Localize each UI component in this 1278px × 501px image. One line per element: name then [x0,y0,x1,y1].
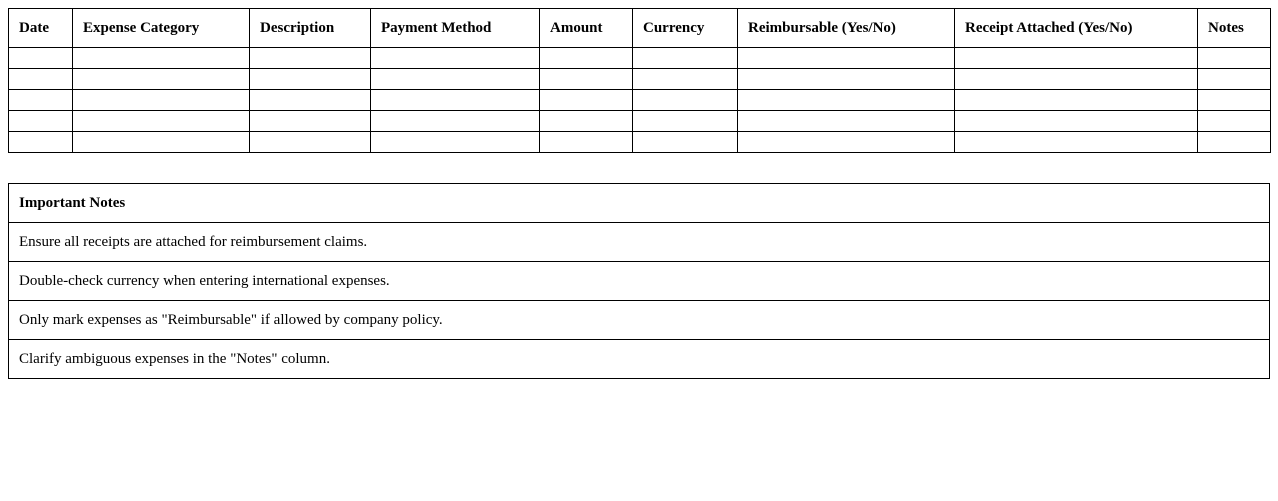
table-cell[interactable] [738,111,955,132]
expense-table [8,8,1271,153]
header-description: Description [250,9,371,48]
table-cell[interactable] [73,69,250,90]
table-cell[interactable] [540,132,633,153]
header-expense-category: Expense Category [73,9,250,48]
table-cell[interactable] [371,111,540,132]
table-cell[interactable] [371,90,540,111]
table-cell[interactable] [633,48,738,69]
table-cell[interactable] [371,132,540,153]
table-cell[interactable] [540,90,633,111]
table-cell[interactable] [1198,132,1271,153]
table-cell[interactable] [540,48,633,69]
header-currency: Currency [633,9,738,48]
expense-table-header-row [9,9,1271,48]
document-body [8,8,1270,379]
table-cell[interactable] [9,90,73,111]
table-cell[interactable] [250,111,371,132]
table-cell[interactable] [633,111,738,132]
table-cell[interactable] [250,90,371,111]
header-notes: Notes [1198,9,1271,48]
header-amount: Amount [540,9,633,48]
note-item: Only mark expenses as "Reimbursable" if allowed by company policy. [9,301,1270,340]
header-payment-method: Payment Method [371,9,540,48]
note-item: Double-check currency when entering international expenses. [9,262,1270,301]
table-row [9,69,1271,90]
table-cell[interactable] [955,48,1198,69]
table-cell[interactable] [955,69,1198,90]
header-date: Date [9,9,73,48]
header-reimbursable: Reimbursable (Yes/No) [738,9,955,48]
note-item: Ensure all receipts are attached for reimbursement claims. [9,223,1270,262]
note-item: Clarify ambiguous expenses in the "Notes" column. [9,340,1270,379]
table-cell[interactable] [955,90,1198,111]
table-cell[interactable] [540,69,633,90]
notes-title: Important Notes [9,184,1270,223]
important-notes-table [8,183,1270,379]
table-cell[interactable] [73,111,250,132]
table-row [9,48,1271,69]
note-row [9,262,1270,301]
notes-header-row [9,184,1270,223]
table-cell[interactable] [540,111,633,132]
table-row [9,90,1271,111]
table-cell[interactable] [73,48,250,69]
table-cell[interactable] [9,48,73,69]
note-row [9,223,1270,262]
table-cell[interactable] [633,132,738,153]
header-receipt-attached: Receipt Attached (Yes/No) [955,9,1198,48]
table-cell[interactable] [9,111,73,132]
table-cell[interactable] [738,48,955,69]
note-row [9,340,1270,379]
table-cell[interactable] [1198,111,1271,132]
table-cell[interactable] [1198,48,1271,69]
table-cell[interactable] [371,48,540,69]
table-cell[interactable] [738,90,955,111]
table-cell[interactable] [633,90,738,111]
table-cell[interactable] [955,111,1198,132]
table-cell[interactable] [250,69,371,90]
table-cell[interactable] [1198,69,1271,90]
table-cell[interactable] [955,132,1198,153]
table-cell[interactable] [1198,90,1271,111]
table-cell[interactable] [9,132,73,153]
table-row [9,111,1271,132]
table-cell[interactable] [9,69,73,90]
table-cell[interactable] [250,48,371,69]
table-cell[interactable] [633,69,738,90]
table-cell[interactable] [73,90,250,111]
table-cell[interactable] [73,132,250,153]
table-cell[interactable] [371,69,540,90]
table-cell[interactable] [738,69,955,90]
table-cell[interactable] [738,132,955,153]
note-row [9,301,1270,340]
table-row [9,132,1271,153]
table-cell[interactable] [250,132,371,153]
